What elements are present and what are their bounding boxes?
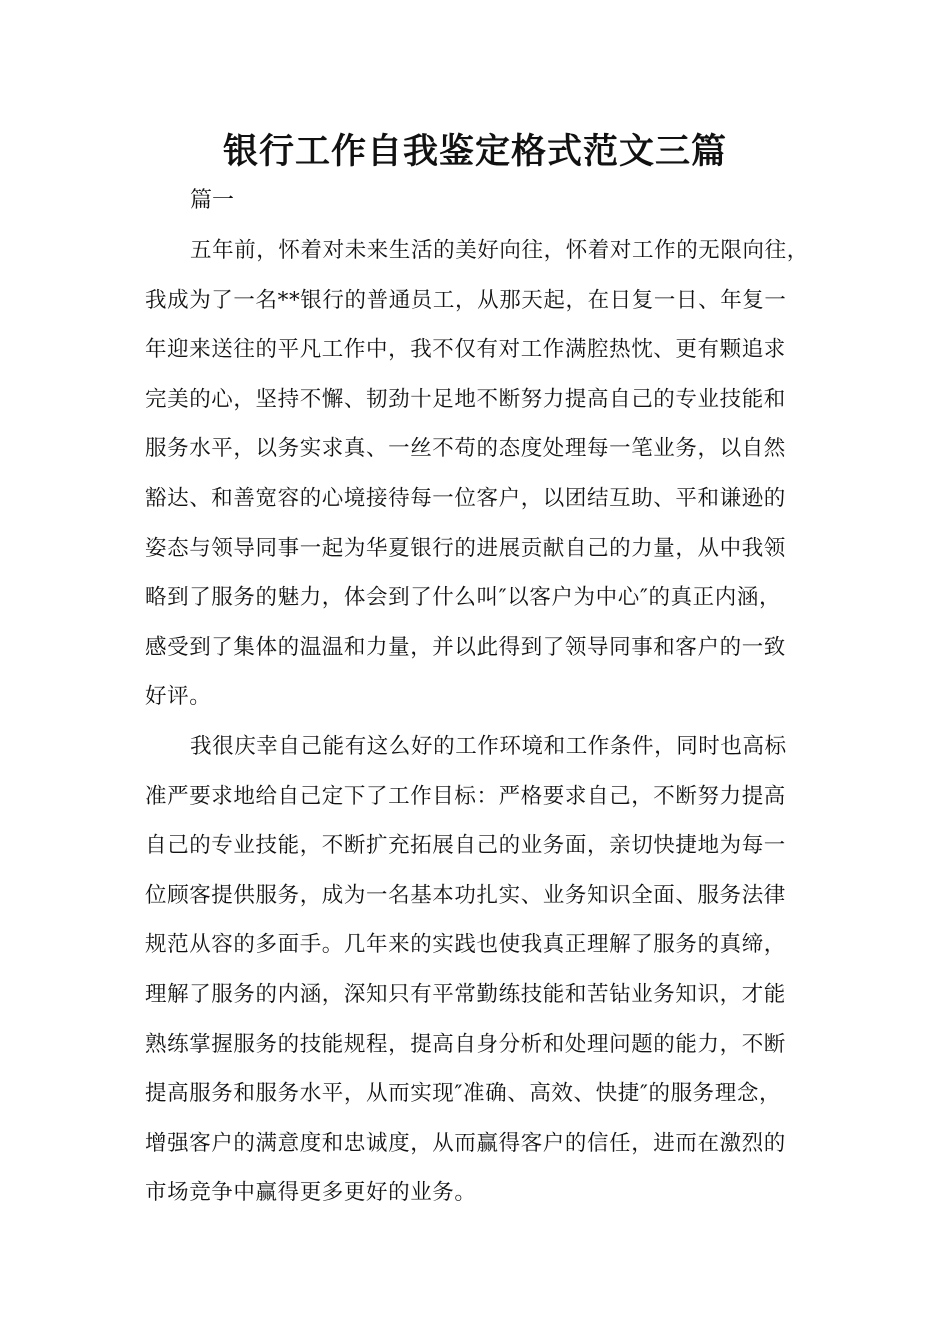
paragraph-line: 好评。 <box>145 684 212 710</box>
paragraph-line: 我很庆幸自己能有这么好的工作环境和工作条件，同时也高标 <box>190 734 787 759</box>
section-label: 篇一 <box>190 188 235 213</box>
paragraph-line: 熟练掌握服务的技能规程，提高自身分析和处理问题的能力，不断 <box>145 1031 786 1057</box>
paragraph-line: 理解了服务的内涵，深知只有平常勤练技能和苦钻业务知识，才能 <box>145 981 786 1007</box>
paragraph-line: 五年前，怀着对未来生活的美好向往，怀着对工作的无限向往， <box>190 238 809 263</box>
paragraph-line: 增强客户的满意度和忠诚度，从而赢得客户的信任，进而在激烈的 <box>145 1130 786 1156</box>
paragraph-line: 市场竞争中赢得更多更好的业务。 <box>145 1180 477 1206</box>
paragraph-line: 略到了服务的魅力，体会到了什么叫″以客户为中心″的真正内涵， <box>145 585 782 611</box>
paragraph-line: 位顾客提供服务，成为一名基本功扎实、业务知识全面、服务法律 <box>145 882 786 908</box>
paragraph-line: 准严要求地给自己定下了工作目标：严格要求自己，不断努力提高 <box>145 783 786 809</box>
paragraph-1 <box>145 226 815 722</box>
paragraph-line: 我成为了一名**银行的普通员工，从那天起，在日复一日、年复一 <box>145 287 787 313</box>
paragraph-line: 服务水平，以务实求真、一丝不苟的态度处理每一笔业务，以自然 <box>145 436 786 462</box>
paragraph-line: 姿态与领导同事一起为华夏银行的进展贡献自己的力量，从中我领 <box>145 535 786 561</box>
paragraph-line: 感受到了集体的温温和力量，并以此得到了领导同事和客户的一致 <box>145 634 786 660</box>
document-title: 银行工作自我鉴定格式范文三篇 <box>222 131 727 172</box>
paragraph-line: 豁达、和善宽容的心境接待每一位客户，以团结互助、平和谦逊的 <box>145 485 786 511</box>
paragraph-2 <box>145 722 815 1218</box>
paragraph-line: 年迎来送往的平凡工作中，我不仅有对工作满腔热忱、更有颗追求 <box>145 337 786 363</box>
paragraph-line: 规范从容的多面手。几年来的实践也使我真正理解了服务的真缔， <box>145 932 786 958</box>
paragraph-line: 提高服务和服务水平，从而实现″准确、高效、快捷″的服务理念， <box>145 1081 782 1107</box>
paragraph-line: 完美的心，坚持不懈、韧劲十足地不断努力提高自己的专业技能和 <box>145 386 786 412</box>
paragraph-line: 自己的专业技能，不断扩充拓展自己的业务面，亲切快捷地为每一 <box>145 833 786 859</box>
